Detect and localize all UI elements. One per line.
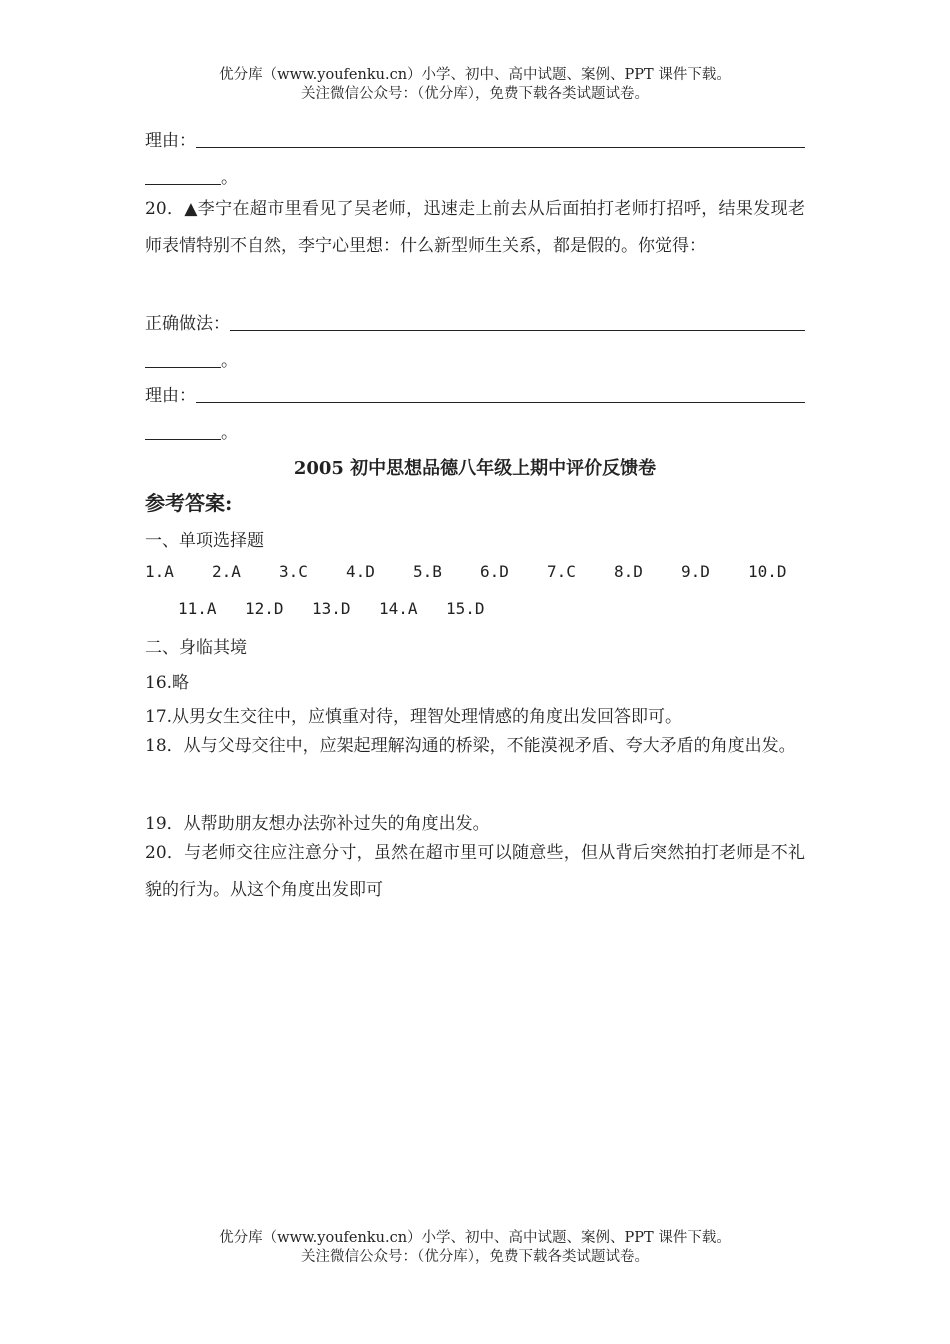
answer-19: 19．从帮助朋友想办法弥补过失的角度出发。 [145, 814, 490, 834]
q20-correct-row [145, 309, 805, 334]
choice-answer: 13.D [312, 599, 351, 618]
answer-16: 16.略 [145, 673, 190, 693]
q19-period: 。 [221, 168, 238, 188]
choices-row-1 [145, 562, 808, 581]
choice-answer: 2.A [212, 562, 241, 581]
header-line-2: 关注微信公众号：（优分库），免费下载各类试题试卷。 [301, 86, 649, 102]
choice-answer: 1.A [145, 562, 174, 581]
choice-answer: 9.D [681, 562, 710, 581]
footer-line-2: 关注微信公众号：（优分库），免费下载各类试题试卷。 [301, 1249, 649, 1265]
q19-reason-label: 理由： [145, 131, 196, 151]
q19-reason-continuation [145, 163, 238, 188]
choice-answer: 12.D [245, 599, 284, 618]
q20-reason-row [145, 381, 805, 406]
header-line-1: 优分库（www.youfenku.cn）小学、初中、高中试题、案例、PPT 课件下载。 [219, 67, 731, 83]
choice-answer: 8.D [614, 562, 643, 581]
q19-reason-blank-2[interactable] [145, 170, 221, 185]
page-footer [0, 1229, 950, 1267]
choices-row-2 [178, 599, 506, 618]
q19-reason-blank[interactable] [196, 133, 805, 148]
answer-18: 18．从与父母交往中，应架起理解沟通的桥梁，不能漠视矛盾、夸大矛盾的角度出发。 [145, 736, 796, 756]
q20-reason-label: 理由： [145, 386, 196, 406]
q20-question: 20．▲李宁在超市里看见了吴老师，迅速走上前去从后面拍打老师打招呼，结果发现老师表情特别不自然，李宁心里想：什么新型师生关系，都是假的。你觉得： [145, 199, 805, 256]
choice-answer: 7.C [547, 562, 576, 581]
q19-reason-row [145, 126, 805, 151]
q20-reason-continuation [145, 418, 238, 443]
footer-line-1: 优分库（www.youfenku.cn）小学、初中、高中试题、案例、PPT 课件下载。 [219, 1230, 731, 1246]
choice-answer: 4.D [346, 562, 375, 581]
q20-reason-blank-2[interactable] [145, 425, 221, 440]
q20-reason-period: 。 [221, 423, 238, 443]
page-header [0, 66, 950, 104]
q20-correct-label: 正确做法： [145, 314, 230, 334]
choice-answer: 11.A [178, 599, 217, 618]
q20-correct-period: 。 [221, 351, 238, 371]
section-2-heading: 二、身临其境 [145, 638, 247, 658]
choice-answer: 14.A [379, 599, 418, 618]
section-1-heading: 一、单项选择题 [145, 531, 264, 551]
choice-answer: 5.B [413, 562, 442, 581]
answer-17: 17.从男女生交往中，应慎重对待，理智处理情感的角度出发回答即可。 [145, 707, 683, 727]
choice-answer: 3.C [279, 562, 308, 581]
answer-title: 2005 初中思想品德八年级上期中评价反馈卷 [293, 458, 657, 479]
choice-answer: 15.D [446, 599, 485, 618]
answer-subtitle: 参考答案: [145, 491, 233, 515]
q20-reason-blank[interactable] [196, 388, 805, 403]
q20-correct-continuation [145, 346, 238, 371]
choice-answer: 6.D [480, 562, 509, 581]
answer-20: 20．与老师交往应注意分寸，虽然在超市里可以随意些，但从背后突然拍打老师是不礼貌的行为。从这个角度出发即可 [145, 843, 805, 900]
q20-correct-blank-2[interactable] [145, 353, 221, 368]
choice-answer: 10.D [748, 562, 787, 581]
q20-correct-blank[interactable] [230, 316, 805, 331]
